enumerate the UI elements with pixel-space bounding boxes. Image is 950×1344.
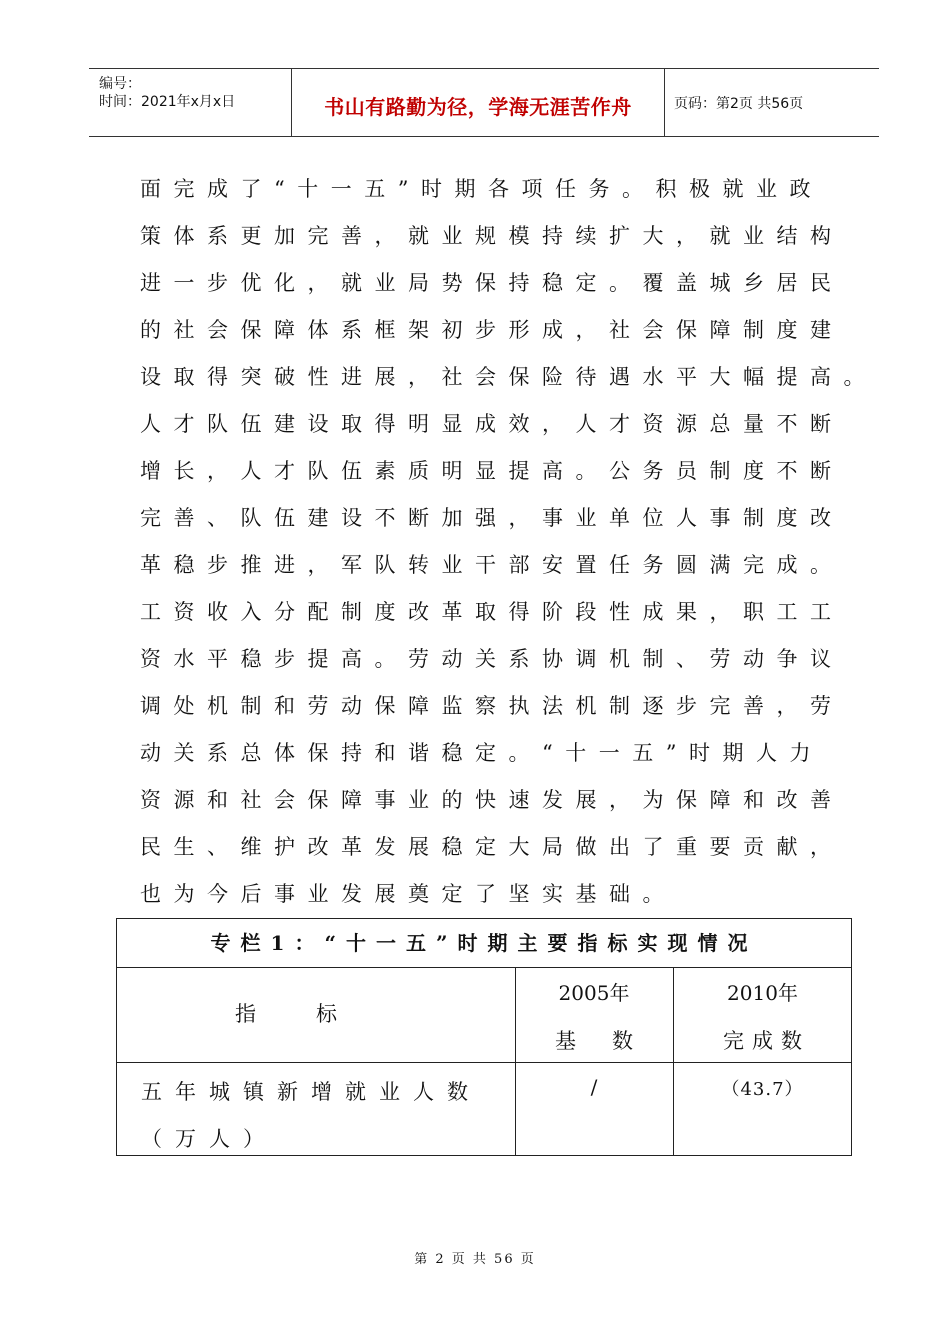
table-cell-2010-value: （43.7） bbox=[721, 1079, 804, 1100]
table-header-2010-done: 完成数 bbox=[723, 1029, 810, 1053]
header-motto-cell bbox=[291, 69, 665, 136]
table-header-indicator: 指标 bbox=[235, 1002, 397, 1026]
indicator-text-line: 五年城镇新增就业人数 bbox=[141, 1080, 481, 1104]
document-time-label: 时间：2021年x月x日 bbox=[99, 94, 236, 110]
page-footer: 第 2 页 共 56 页 bbox=[414, 1252, 536, 1267]
body-line: 资源和社会保障事业的快速发展，为保障和改善 bbox=[140, 788, 844, 812]
body-line: 工资收入分配制度改革取得阶段性成果，职工工 bbox=[140, 600, 844, 624]
body-line: 的社会保障体系框架初步形成，社会保障制度建 bbox=[140, 318, 844, 342]
body-line: 动关系总体保持和谐稳定。“十一五”时期人力 bbox=[140, 741, 823, 765]
body-line: 也为今后事业发展奠定了坚实基础。 bbox=[140, 882, 676, 906]
body-line: 进一步优化，就业局势保持稳定。覆盖城乡居民 bbox=[140, 271, 844, 295]
table-title: 专栏1：“十一五”时期主要指标实现情况 bbox=[117, 919, 851, 968]
body-line: 面完成了“十一五”时期各项任务。积极就业政 bbox=[140, 177, 823, 201]
body-paragraph bbox=[140, 166, 877, 918]
body-line: 人才队伍建设取得明显成效，人才资源总量不断 bbox=[140, 412, 844, 436]
body-line: 完善、队伍建设不断加强，事业单位人事制度改 bbox=[140, 506, 844, 530]
header-page-cell bbox=[664, 69, 879, 136]
document-number-label: 编号： bbox=[99, 76, 141, 92]
indicator-unit-line: （万人） bbox=[141, 1127, 277, 1151]
body-line: 策体系更加完善，就业规模持续扩大，就业结构 bbox=[140, 224, 844, 248]
body-line: 设取得突破性进展，社会保险待遇水平大幅提高。 bbox=[140, 365, 877, 389]
table-cell-2005-value: / bbox=[590, 1075, 598, 1099]
header-meta-cell bbox=[89, 69, 291, 136]
table-row-divider bbox=[117, 1062, 851, 1063]
body-line: 资水平稳步提高。劳动关系协调机制、劳动争议 bbox=[140, 647, 844, 671]
document-header bbox=[89, 68, 879, 137]
body-line: 民生、维护改革发展稳定大局做出了重要贡献， bbox=[140, 835, 844, 859]
header-motto: 书山有路勤为径，学海无涯苦作舟 bbox=[324, 95, 632, 119]
body-line: 调处机制和劳动保障监察执法机制逐步完善，劳 bbox=[140, 694, 844, 718]
table-header-2010-year: 2010年 bbox=[727, 981, 798, 1005]
indicator-table bbox=[116, 918, 852, 1156]
header-page-info: 页码：第2页 共56页 bbox=[674, 96, 804, 112]
body-line: 革稳步推进，军队转业干部安置任务圆满完成。 bbox=[140, 553, 844, 577]
table-cell-indicator bbox=[141, 1069, 511, 1163]
body-line: 增长，人才队伍素质明显提高。公务员制度不断 bbox=[140, 459, 844, 483]
table-header-2005-base: 基数 bbox=[555, 1029, 669, 1053]
table-header-2005-year: 2005年 bbox=[558, 981, 630, 1005]
